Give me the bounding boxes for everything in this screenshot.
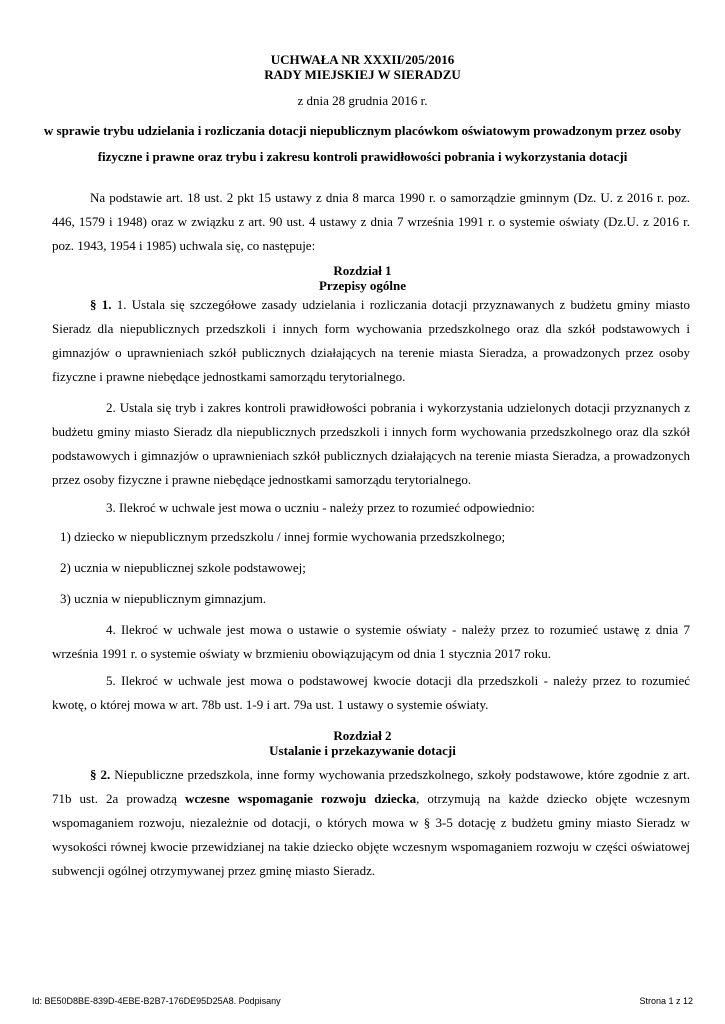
- preamble: Na podstawie art. 18 ust. 2 pkt 15 ustawy z dnia 8 marca 1990 r. o samorządzie gminnym (Dz. U. z 2016 r. poz. 446, 1579 i 1948) oraz w związku z art. 90 ust. 4 ustawy z dnia 7 września 1991 r. o systemie oświaty (Dz.U. z 2016 r. poz. 1943, 1954 i 1985) uchwala się, co następuje:: [52, 190, 690, 253]
- resolution-subject: w sprawie trybu udzielania i rozliczania dotacji niepublicznym placówkom oświatowym prowadzonym przez osoby fizyczne i prawne oraz trybu i zakresu kontroli prawidłowości pobrania i wykorzystania dotacji: [43, 123, 682, 164]
- section-1-p1-text: 1. Ustala się szczegółowe zasady udzielania i rozliczania dotacji przyznawanych z budżetu gminy miasto Sieradz dla niepublicznych przedszkoli i innych form wychowania przedszkolnego oraz dla szkół podstawowych i gimnazjów o uprawnieniach szkół publicznych działających na terenie miasta Sieradza, a prowadzonych przez osoby fizyczne i prawne niebędące jednostkami samorządu terytorialnego.: [52, 297, 691, 384]
- section-2-text-a: Niepubliczne przedszkola, inne formy wychowania przedszkolnego, szkoły podstawowe, które zgodnie z art. 71b ust. 2a prowadzą: [52, 767, 691, 806]
- section-1-paragraph-4: 4. Ilekroć w uchwale jest mowa o ustawie o systemie oświaty - należy przez to rozumieć ustawę z dnia 7 września 1991 r. o systemie oświaty w brzmieniu obowiązującym od dnia 1 stycznia 2017 roku.: [52, 622, 690, 661]
- title-line-1: UCHWAŁA NR XXXII/205/2016: [270, 52, 455, 67]
- chapter-1-number: Rozdział 1: [333, 263, 392, 278]
- footer-page-number: Strona 1 z 12: [639, 996, 693, 1006]
- section-2-paragraph: [52, 763, 690, 883]
- section-2-bold-text: wczesne wspomaganie rozwoju dziecka: [184, 791, 417, 806]
- list-item: 2) ucznia w niepublicznej szkole podstawowej;: [60, 560, 306, 575]
- resolution-date: z dnia 28 grudnia 2016 r.: [297, 93, 428, 108]
- footer-document-id: Id: BE50D8BE-839D-4EBE-B2B7-176DE95D25A8. Podpisany: [32, 996, 281, 1006]
- chapter-2-number: Rozdział 2: [333, 728, 392, 743]
- section-1-paragraph-3: 3. Ilekroć w uchwale jest mowa o uczniu - należy przez to rozumieć odpowiednio:: [106, 500, 535, 515]
- chapter-1-title: Przepisy ogólne: [318, 278, 406, 293]
- chapter-2-title: Ustalanie i przekazywanie dotacji: [269, 743, 456, 758]
- section-1-paragraph-5: 5. Ilekroć w uchwale jest mowa o podstawowej kwocie dotacji dla przedszkoli - należy przez to rozumieć kwotę, o której mowa w art. 78b ust. 1-9 i art. 79a ust. 1 ustawy o systemie oświaty.: [52, 673, 690, 712]
- resolution-title: [0, 52, 725, 82]
- section-2-mark: § 2.: [90, 767, 111, 782]
- section-1-mark: § 1.: [90, 297, 112, 312]
- title-line-2: RADY MIEJSKIEJ W SIERADZU: [264, 67, 461, 82]
- chapter-2-heading: [0, 728, 725, 758]
- section-1-paragraph-1: [52, 293, 690, 389]
- chapter-1-heading: [0, 263, 725, 293]
- section-1-paragraph-2: 2. Ustala się tryb i zakres kontroli prawidłowości pobrania i wykorzystania udzielonych dotacji przyznanych z budżetu gminy miasto Sieradz dla niepublicznych przedszkoli i innych form wychowania przedszkolnego oraz dla szkół podstawowych i gimnazjów o uprawnieniach szkół publicznych działających na terenie miasta Sieradza, a prowadzonych przez osoby fizyczne i prawne niebędące jednostkami samorządu terytorialnego.: [52, 400, 690, 487]
- section-2-text-b: , otrzymują na każde dziecko objęte wczesnym wspomaganiem rozwoju, niezależnie od dotacji, o których mowa w § 3-5 dotację z budżetu gminy miasto Sieradz w wysokości równej kwocie przewidzianej na takie dziecko objęte wczesnym wspomaganiem rozwoju w części oświatowej subwencji ogólnej otrzymywanej przez gminę miasto Sieradz.: [52, 791, 691, 878]
- list-item: 1) dziecko w niepublicznym przedszkolu / innej formie wychowania przedszkolnego;: [60, 529, 506, 544]
- list-item: 3) ucznia w niepublicznym gimnazjum.: [60, 591, 267, 606]
